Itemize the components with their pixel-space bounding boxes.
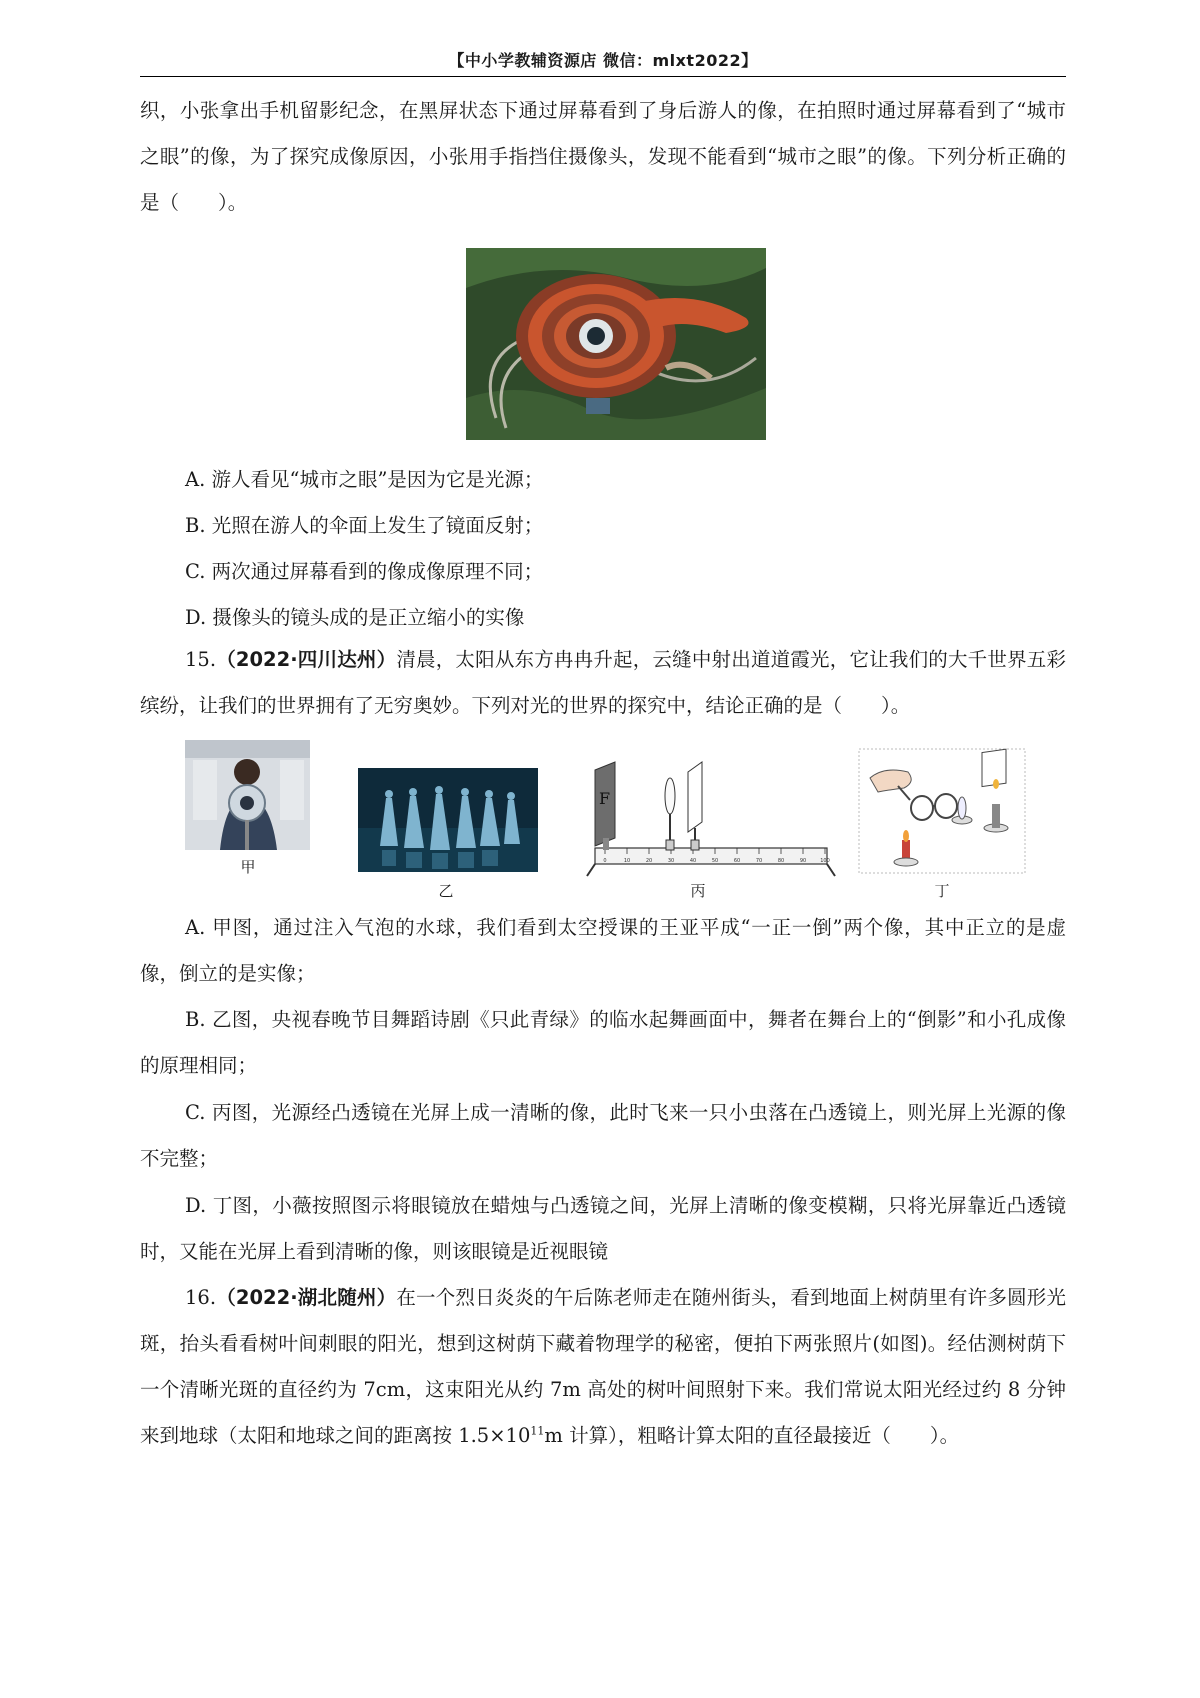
q15-option-d: D. 丁图，小薇按照图示将眼镜放在蜡烛与凸透镜之间，光屏上清晰的像变模糊，只将光屏靠近凸透镜时，又能在光屏上看到清晰的像，则该眼镜是近视眼镜 [140,1194,1066,1263]
q15-option-c: C. 丙图，光源经凸透镜在光屏上成一清晰的像，此时飞来一只小虫落在凸透镜上，则光屏上光源的像不完整； [140,1101,1066,1170]
figure-ding-glasses-setup [858,748,1026,874]
q14-option-a: A. 游人看见“城市之眼”是因为它是光源； [185,468,544,491]
q16-number: 16. [185,1286,217,1309]
q15-source: （2022·四川达州） [216,648,397,671]
q15-option-a: A. 甲图，通过注入气泡的水球，我们看到太空授课的王亚平成“一正一倒”两个像，其中正立的是虚像，倒立的是实像； [140,916,1066,985]
ruler-label-20: 20 [645,858,653,864]
caption-jia: 甲 [240,858,256,876]
q14-option-c: C. 两次通过屏幕看到的像成像原理不同； [185,560,544,583]
q15-option-b: B. 乙图，央视春晚节目舞蹈诗剧《只此青绿》的临水起舞画面中，舞者在舞台上的“倒影”和小孔成像的原理相同； [140,1008,1066,1077]
ruler-label-0: 0 [603,858,607,864]
q14-option-d: D. 摄像头的镜头成的是正立缩小的实像 [185,606,525,629]
ruler-label-60: 60 [733,858,741,864]
q15-text: 清晨，太阳从东方冉冉升起，云缝中射出道道霞光，它让我们的大千世界五彩缤纷，让我们的世界拥有了无穷奥妙。下列对光的世界的探究中，结论正确的是（ ）。 [140,648,1066,717]
q14-stem: 织，小张拿出手机留影纪念，在黑屏状态下通过屏幕看到了身后游人的像，在拍照时通过屏幕看到了“城市之眼”的像，为了探究成像原因，小张用手指挡住摄像头，发现不能看到“城市之眼”的像。下列分析正确的是（ ）。 [140,99,1066,214]
light-source-f-label: F [599,789,611,808]
header-rule [140,76,1066,77]
city-eye-photo [466,248,766,440]
ruler-label-80: 80 [777,858,785,864]
q15-stem [140,637,1066,729]
ruler-label-40: 40 [689,858,697,864]
q16-stem [140,1275,1066,1459]
ruler-label-10: 10 [623,858,631,864]
page-header: 【中小学教辅资源店 微信：mlxt2022】 [448,51,758,70]
ruler-label-50: 50 [711,858,719,864]
ruler-label-100: 100 [820,858,830,864]
q15-number: 15. [185,648,217,671]
figure-jia-photo [185,740,310,850]
q16-source: （2022·湖北随州） [216,1286,397,1309]
ruler-label-70: 70 [755,858,763,864]
figure-yi-photo [358,768,538,872]
caption-ding: 丁 [934,882,950,900]
caption-bing: 丙 [690,882,706,900]
figure-bing-optical-bench [585,758,840,878]
ruler-label-30: 30 [667,858,675,864]
q14-option-b: B. 光照在游人的伞面上发生了镜面反射； [185,514,544,537]
q16-text-before: 在一个烈日炎炎的午后陈老师走在随州街头，看到地面上树荫里有许多圆形光斑，抬头看看树叶间刺眼的阳光，想到这树荫下藏着物理学的秘密，便拍下两张照片(如图)。经估测树荫下一个清晰光斑的直径约为 7cm，这束阳光从约 7m 高处的树叶间照射下来。我们常说太阳光经过约 8 分钟来到地球（太阳和地球之间的距离按 1.5×10 [140,1286,1066,1447]
caption-yi: 乙 [438,882,454,900]
q16-text-after: m 计算），粗略计算太阳的直径最接近（ ）。 [544,1424,960,1447]
ruler-label-90: 90 [799,858,807,864]
q16-exponent: 11 [530,1424,545,1438]
